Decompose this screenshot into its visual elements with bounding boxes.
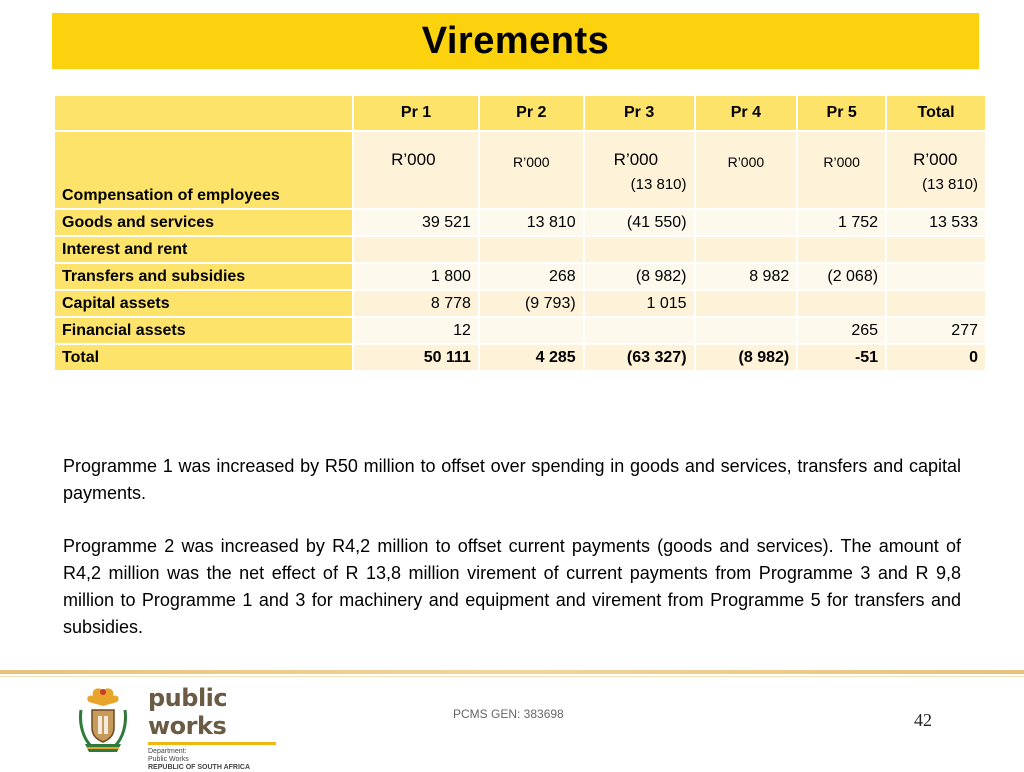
table-row [54,209,986,236]
table-cell [797,236,886,263]
table-cell: 265 [797,317,886,344]
slide-title: Virements [421,19,610,62]
header-cell: Pr 2 [479,95,584,131]
table-cell [584,236,695,263]
header-cell: Pr 4 [695,95,798,131]
row-label: Capital assets [54,290,353,317]
logo-underline [148,742,276,745]
header-cell: Pr 1 [353,95,479,131]
unit-label: R’000 [391,150,436,169]
page-number: 42 [914,710,932,730]
table-row [54,290,986,317]
table-cell [886,236,986,263]
table-cell: 268 [479,263,584,290]
table-cell: (8 982) [695,344,798,371]
table-cell [886,290,986,317]
unit-label: R’000 [823,154,860,170]
title-bar [52,13,979,69]
table-cell [479,317,584,344]
header-cell: Total [886,95,986,131]
table-cell: (8 982) [584,263,695,290]
paragraph: Programme 1 was increased by R50 million to offset over spending in goods and services, transfers and capital payments. [63,456,961,503]
logo-line: Public Works [148,756,189,763]
row-label: Compensation of employees [54,131,353,209]
table-cell: 12 [353,317,479,344]
header-cell [54,95,353,131]
table-row [54,131,986,209]
footer-divider [0,670,1024,674]
unit-label: R’000 [513,154,550,170]
logo-wordmark: public works [148,684,228,740]
table-cell: 1 800 [353,263,479,290]
table-cell: 1 015 [584,290,695,317]
unit-label: R’000 [913,150,958,169]
table-cell: 13 810 [479,209,584,236]
table-cell: (9 793) [479,290,584,317]
table-cell: 0 [886,344,986,371]
table-cell [695,317,798,344]
table-cell: 8 778 [353,290,479,317]
table-cell: -51 [797,344,886,371]
table-cell [353,236,479,263]
explanation-text [63,453,961,667]
table-cell [479,131,584,209]
table-cell [886,131,986,209]
logo-line: Department: [148,748,187,755]
row-label: Total [54,344,353,371]
table-cell [584,317,695,344]
virements-table [53,94,987,372]
cell-value: (13 810) [630,176,687,193]
table-cell [695,209,798,236]
row-label: Transfers and subsidies [54,263,353,290]
table-row [54,263,986,290]
table-cell [584,131,695,209]
table-cell: 8 982 [695,263,798,290]
header-cell: Pr 3 [584,95,695,131]
table-cell [797,290,886,317]
row-label: Interest and rent [54,236,353,263]
unit-label: R’000 [727,154,765,170]
table-cell: 277 [886,317,986,344]
table-cell [886,263,986,290]
coat-of-arms-icon [75,684,131,756]
table-row [54,317,986,344]
row-label: Goods and services [54,209,353,236]
public-works-logo [148,684,288,772]
table-cell: 1 752 [797,209,886,236]
header-cell: Pr 5 [797,95,886,131]
table-cell [695,290,798,317]
table-cell [695,236,798,263]
table-total-row [54,344,986,371]
table-cell [797,131,886,209]
table-cell: 50 111 [353,344,479,371]
table-header-row [54,95,986,131]
table-cell [479,236,584,263]
cell-value: (13 810) [922,176,978,193]
unit-label: R’000 [613,150,659,169]
table-cell: 39 521 [353,209,479,236]
table-row [54,236,986,263]
table-cell [353,131,479,209]
table-cell [695,131,798,209]
table-cell: 13 533 [886,209,986,236]
paragraph: Programme 2 was increased by R4,2 million to offset current payments (goods and services). The amount of R4,2 million was the net effect of R 13,8 million virement of current payments from Programme 3 and R 9,8 million to Programme 1 and 3 for machinery and equipment and virement from Programme 5 for transfers and subsidies. [63,536,961,637]
table-cell: (41 550) [584,209,695,236]
table-cell: (63 327) [584,344,695,371]
footer-divider-thin [0,676,1024,677]
logo-line: REPUBLIC OF SOUTH AFRICA [148,764,251,771]
table-cell: (2 068) [797,263,886,290]
pcms-reference: PCMS GEN: 383698 [453,707,564,721]
row-label: Financial assets [54,317,353,344]
table-cell: 4 285 [479,344,584,371]
